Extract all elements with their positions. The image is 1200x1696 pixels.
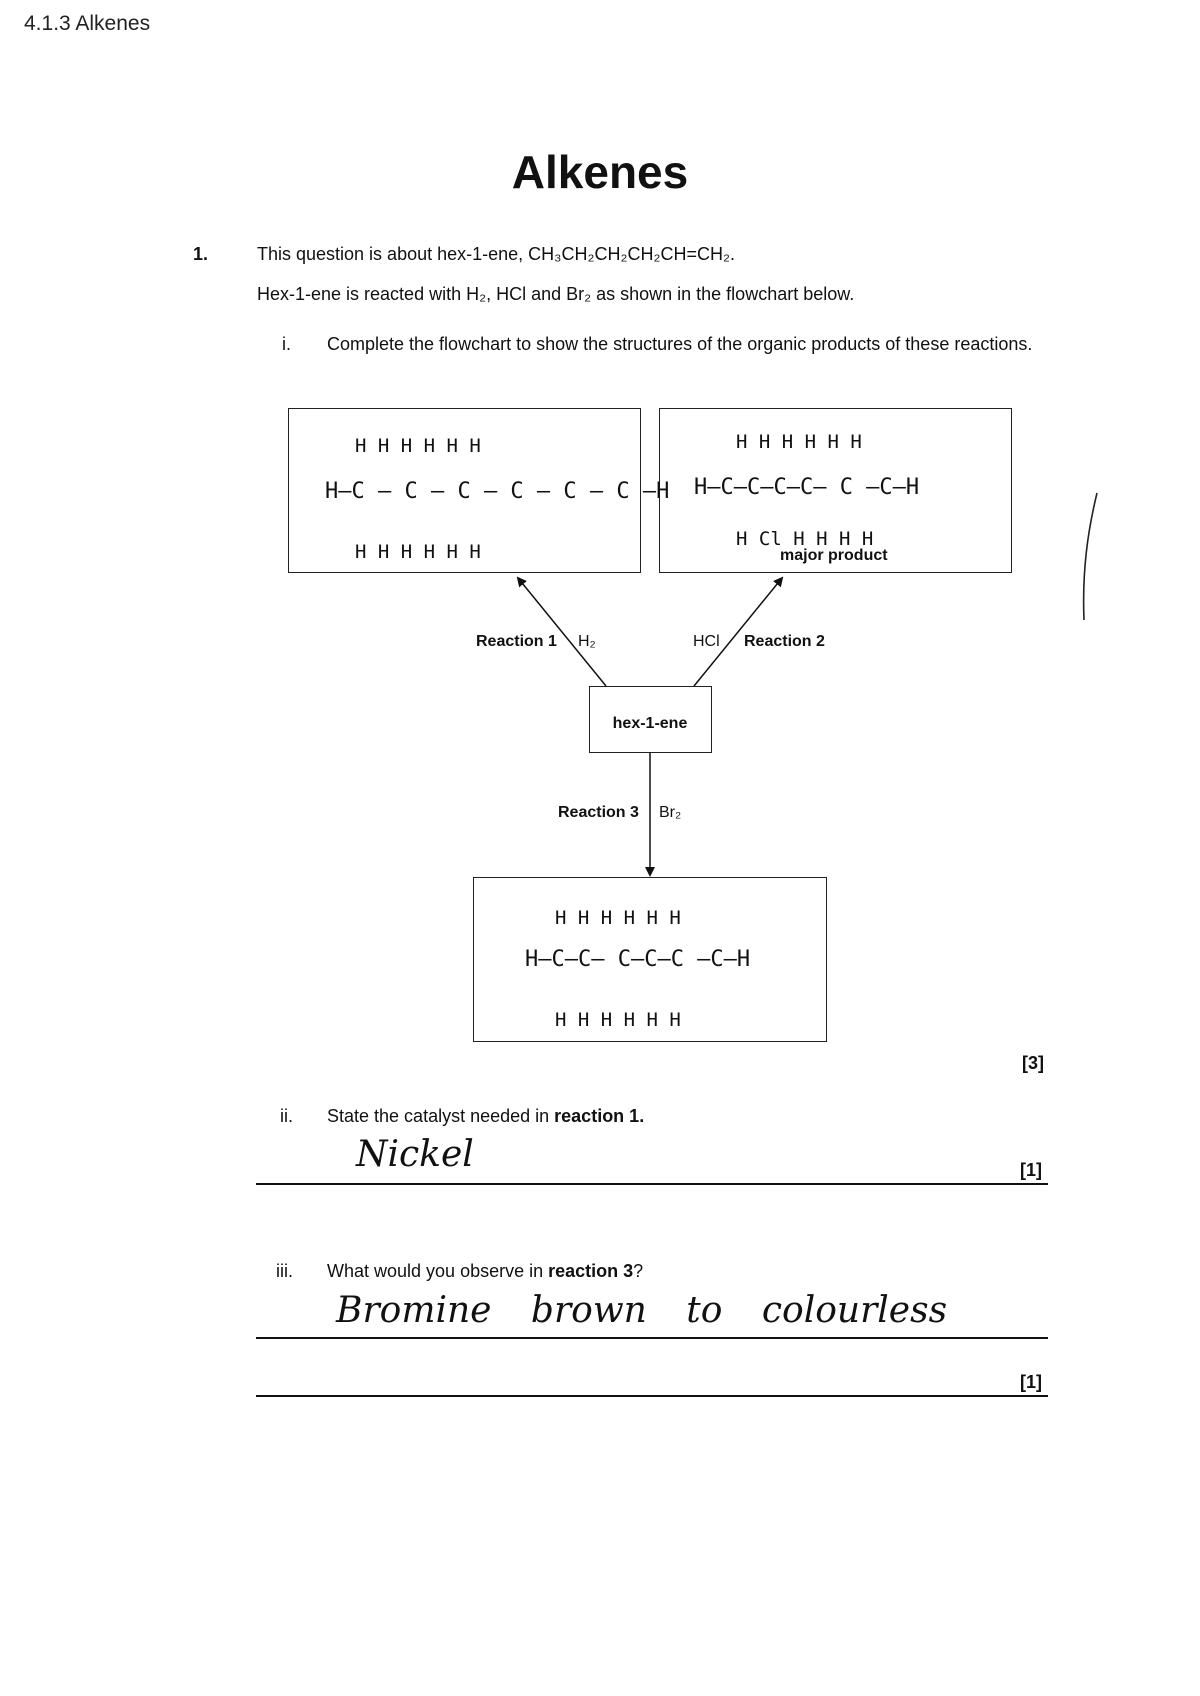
part-iii-marks: [1] bbox=[1020, 1372, 1042, 1392]
major-product-label: major product bbox=[780, 547, 888, 564]
hex-1-ene-label: hex-1-ene bbox=[612, 715, 688, 732]
page-header: 4.1.3 Alkenes bbox=[24, 12, 151, 35]
arrow-reaction-2 bbox=[694, 578, 782, 686]
part-iii-text-c: ? bbox=[633, 1261, 644, 1281]
product-2-top-h: H H H H H H bbox=[736, 431, 862, 453]
part-iii-text bbox=[327, 1261, 643, 1282]
part-iii-text-a: What would you observe in bbox=[327, 1261, 549, 1281]
reaction-1-label: Reaction 1 bbox=[476, 633, 557, 650]
product-1-structure bbox=[325, 435, 669, 563]
part-iii-answer-line-1 bbox=[256, 1337, 1048, 1339]
product-2-bottom-h: H Cl H H H H bbox=[736, 528, 874, 550]
part-ii-number: ii. bbox=[280, 1106, 293, 1126]
reaction-3-reagent: Br₂ bbox=[659, 804, 682, 821]
reaction-3-label: Reaction 3 bbox=[558, 804, 639, 821]
part-ii-answer[interactable]: Nickel bbox=[356, 1134, 474, 1175]
part-ii-text bbox=[327, 1106, 644, 1127]
reaction-2-label: Reaction 2 bbox=[744, 633, 825, 650]
product-3-bottom-h: H H H H H H bbox=[555, 1009, 681, 1031]
arrow-reaction-1 bbox=[518, 578, 606, 686]
part-i-text: Complete the flowchart to show the structures of the organic products of these reactions. bbox=[327, 334, 1033, 354]
product-3-structure bbox=[525, 907, 750, 1031]
product-1-chain: H–C – C – C – C – C – C –H bbox=[325, 479, 670, 504]
part-iii-number: iii. bbox=[276, 1261, 293, 1281]
part-ii-text-a: State the catalyst needed in bbox=[327, 1106, 555, 1126]
reaction-1-reagent: H₂ bbox=[578, 633, 596, 650]
part-i-marks: [3] bbox=[1022, 1053, 1044, 1073]
question-number: 1. bbox=[193, 244, 209, 264]
reaction-2-reagent: HCl bbox=[693, 633, 720, 650]
part-i-number: i. bbox=[282, 334, 291, 354]
part-ii-text-b: reaction 1. bbox=[554, 1106, 645, 1126]
part-iii-text-b: reaction 3 bbox=[548, 1261, 634, 1281]
margin-pen-stroke bbox=[1084, 493, 1097, 620]
product-3-top-h: H H H H H H bbox=[555, 907, 681, 929]
product-1-top-h: H H H H H H bbox=[355, 435, 481, 457]
page-title: Alkenes bbox=[511, 146, 689, 198]
product-2-structure bbox=[694, 431, 919, 564]
part-iii-answer-line-2 bbox=[256, 1395, 1048, 1397]
part-ii-marks: [1] bbox=[1020, 1160, 1042, 1180]
product-2-chain: H–C–C–C–C– C –C–H bbox=[694, 475, 920, 500]
question-intro: This question is about hex-1-ene, CH₃CH₂CH₂CH₂CH=CH₂. bbox=[257, 244, 735, 264]
product-3-chain: H–C–C– C–C–C –C–H bbox=[525, 947, 751, 972]
product-1-bottom-h: H H H H H H bbox=[355, 541, 481, 563]
question-intro-2: Hex-1-ene is reacted with H₂, HCl and Br₂ as shown in the flowchart below. bbox=[257, 284, 855, 304]
part-iii-answer[interactable]: Bromine brown to colourless bbox=[336, 1290, 948, 1331]
part-ii-answer-line bbox=[256, 1183, 1048, 1185]
